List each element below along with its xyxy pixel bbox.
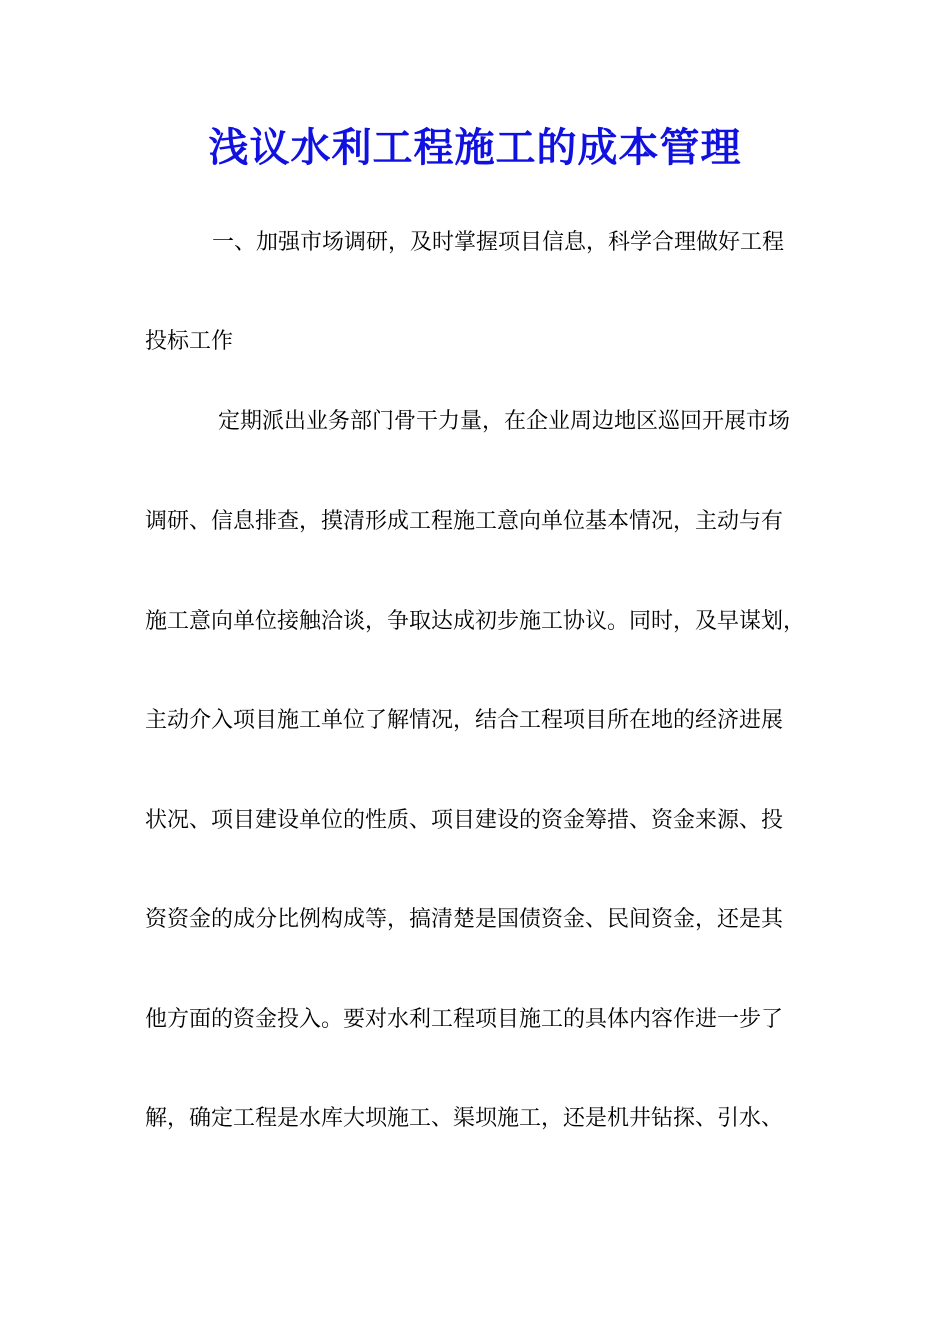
body-line: 资资金的成分比例构成等，搞清楚是国债资金、民间资金，还是其 [145, 907, 784, 932]
body-line: 主动介入项目施工单位了解情况，结合工程项目所在地的经济进展 [145, 708, 784, 733]
body-line: 调研、信息排查，摸清形成工程施工意向单位基本情况，主动与有 [145, 509, 784, 534]
document-title: 浅议水利工程施工的成本管理 [208, 124, 742, 171]
body-line: 定期派出业务部门骨干力量，在企业周边地区巡回开展市场 [218, 409, 791, 434]
body-line: 解，确定工程是水库大坝施工、渠坝施工，还是机井钻探、引水、 [145, 1106, 784, 1131]
body-line: 投标工作 [145, 329, 234, 354]
body-line: 一、加强市场调研，及时掌握项目信息，科学合理做好工程 [212, 230, 785, 255]
body-line: 他方面的资金投入。要对水利工程项目施工的具体内容作进一步了 [145, 1007, 784, 1032]
body-line: 施工意向单位接触洽谈，争取达成初步施工协议。同时，及早谋划， [145, 609, 806, 634]
body-line: 状况、项目建设单位的性质、项目建设的资金筹措、资金来源、投 [145, 808, 784, 833]
